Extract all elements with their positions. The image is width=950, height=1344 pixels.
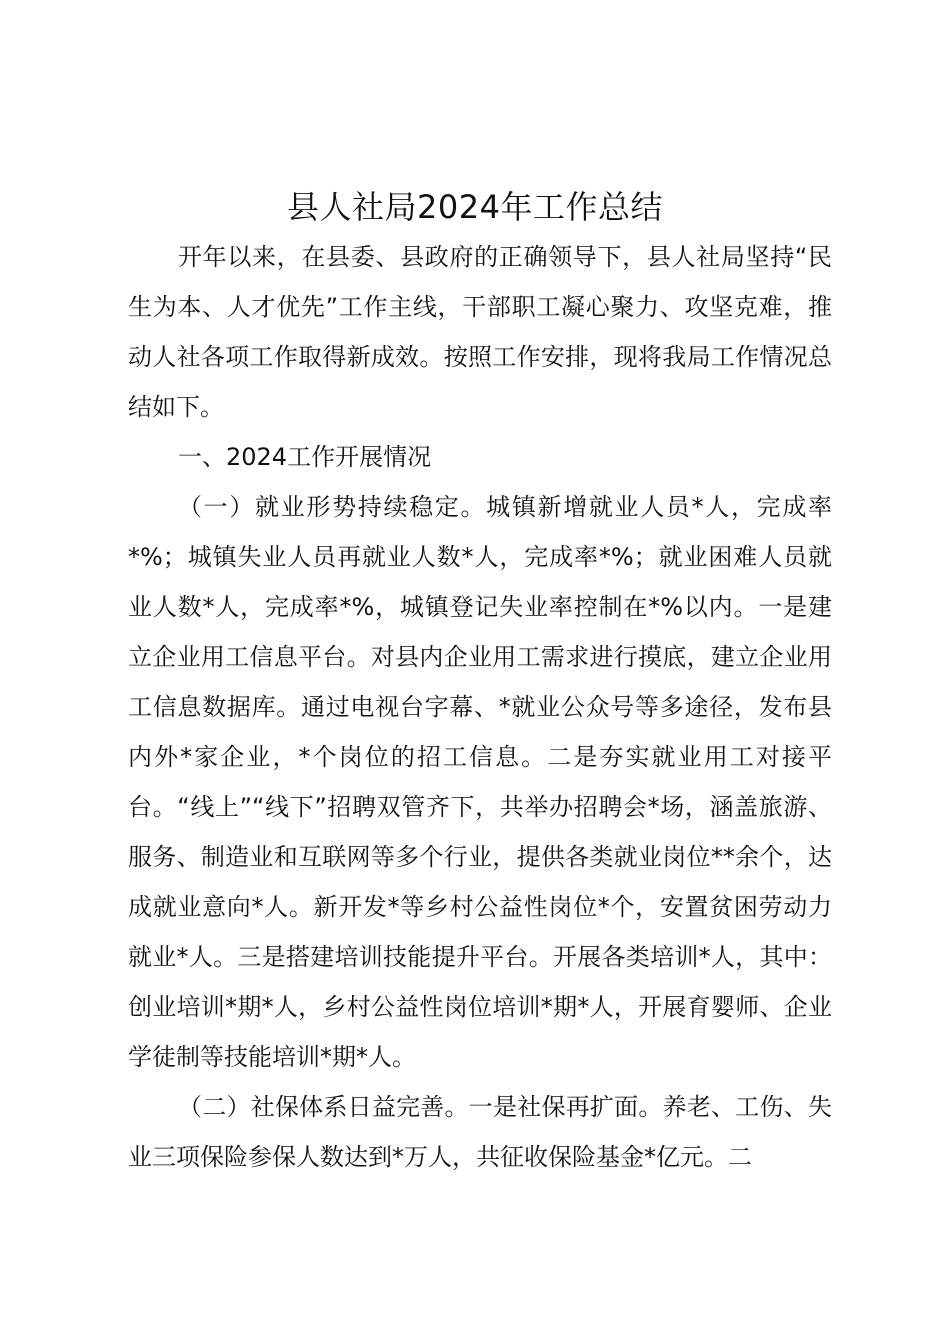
social-security-paragraph: （二）社保体系日益完善。一是社保再扩面。养老、工伤、失业三项保险参保人数达到*万人，共征收保险基金*亿元。二 [128,1093,832,1171]
section-heading: 一、2024工作开展情况 [178,443,432,471]
document-body [128,232,832,1182]
intro-paragraph: 开年以来，在县委、县政府的正确领导下，县人社局坚持“民生为本、人才优先”工作主线，干部职工凝心聚力、攻坚克难，推动人社各项工作取得新成效。按照工作安排，现将我局工作情况总结如下。 [128,243,832,421]
document-title: 县人社局2024年工作总结 [287,188,663,226]
employment-paragraph: （一）就业形势持续稳定。城镇新增就业人员*人，完成率*%；城镇失业人员再就业人数*人，完成率*%；就业困难人员就业人数*人，完成率*%，城镇登记失业率控制在*%以内。一是建立企业用工信息平台。对县内企业用工需求进行摸底，建立企业用工信息数据库。通过电视台字幕、*就业公众号等多途径，发布县内外*家企业，*个岗位的招工信息。二是夯实就业用工对接平台。“线上”“线下”招聘双管齐下，共举办招聘会*场，涵盖旅游、服务、制造业和互联网等多个行业，提供各类就业岗位**余个，达成就业意向*人。新开发*等乡村公益性岗位*个，安置贫困劳动力就业*人。三是搭建培训技能提升平台。开展各类培训*人，其中：创业培训*期*人，乡村公益性岗位培训*期*人，开展育婴师、企业学徒制等技能培训*期*人。 [128,493,832,1071]
